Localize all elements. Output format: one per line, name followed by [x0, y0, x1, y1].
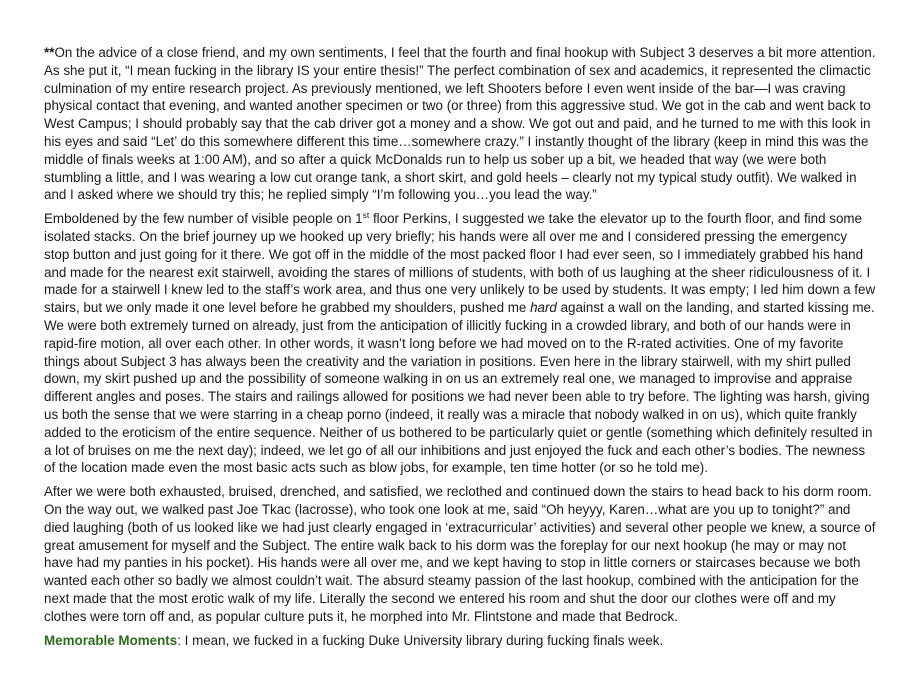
- paragraph-2-text-end: against a wall on the landing, and started kissing me. We were both extremely turned on already, just from the anticipation of illicitly fucking in a crowded library, and both of our hands were in rapid-fire motion, all over each other. In other words, it wasn’t long before we had moved on to the R-rated activities. One of my favorite things about Subject 3 has always been the creativity and the variation in positions. Even here in the library stairwell, with my shirt pulled down, my skirt pushed up and the possibility of someone walking in on us an extremely real one, we managed to improvise and appraise different angles and poses. The stairs and railings allowed for positions we had never been able to try before. The lighting was harsh, giving us both the sense that we were starring in a cheap porno (indeed, it really was a miracle that nobody walked in on us), which quite frankly added to the eroticism of the entire sequence. Neither of us bothered to be particularly quiet or gentle (something which definitely resulted in a lot of bruises on me the next day); indeed, we let go of all our inhibitions and just enjoyed the fuck and each other’s bodies. The newness of the location made even the most basic acts such as blow jobs, for example, ten time hotter (or so he told me).: [44, 300, 875, 476]
- paragraph-3: [44, 483, 876, 625]
- memorable-moments-label: Memorable Moments: [44, 632, 178, 648]
- emphasis-word: hard: [530, 300, 557, 316]
- memorable-moments-text: : I mean, we fucked in a fucking Duke University library during fucking finals week.: [177, 632, 664, 648]
- document-page: [44, 44, 876, 655]
- paragraph-2-text-start: Emboldened by the few number of visible people on 1: [44, 211, 363, 227]
- paragraph-1-text: On the advice of a close friend, and my own sentiments, I feel that the fourth and final hookup with Subject 3 deserves a bit more attention. As she put it, “I mean fucking in the library IS your entire thesis!” The perfect combination of sex and academics, it represented the climactic culmination of my entire research project. As previously mentioned, we left Shooters before I even went inside of the bar—I was craving physical contact that evening, and wanted another specimen or two (or three) from this aggressive stud. We got in the cab and went back to West Campus; I should probably say that the cab driver got a money and a show. We got out and paid, and he turned to me with this look in his eyes and said “Let’ do this somewhere different this time…somewhere crazy.” I instantly thought of the library (keep in mind this was the middle of finals weeks at 1:00 AM), and so after a quick McDonalds run to help us sober up a bit, we headed that way (we were both stumbling a little, and I was wearing a low cut orange tank, a short skirt, and gold heels – clearly not my typical study outfit). We walked in and I asked where we should try this; he replied simply “I’m following you…you lead the way.”: [44, 45, 876, 203]
- paragraph-3-text: After we were both exhausted, bruised, drenched, and satisfied, we reclothed and continued down the stairs to head back to his dorm room. On the way out, we walked past Joe Tkac (lacrosse), who took one look at me, said “Oh heyyy, Karen…what are you up to tonight?” and died laughing (both of us looked like we had just clearly engaged in ‘extracurricular’ activities) and several other people we knew, a source of great amusement for myself and the Subject. The entire walk back to his dorm was the foreplay for our next hookup (he may or may not have had my panties in his pocket). His hands were all over me, and we kept having to stop in little corners or staircases because we both wanted each other so badly we almost couldn’t wait. The absurd steamy passion of the last hookup, combined with the anticipation for the next made that the most erotic walk of my life. Literally the second we entered his room and shut the door our clothes were off and my clothes were torn off and, as popular culture puts it, he morphed into Mr. Flintstone and made that Bedrock.: [44, 484, 876, 624]
- memorable-moments: [44, 632, 876, 650]
- paragraph-2-text-middle: floor Perkins, I suggested we take the elevator up to the fourth floor, and find some isolated stacks. On the brief journey up we hooked up very briefly; his hands were all over me and I considered pressing the emergency stop button and just going for it there. We got off in the middle of the most packed floor I had ever seen, so I immediately grabbed his hand and made for the nearest exit stairwell, avoiding the stares of millions of students, with both of us laughing at the sheer ridiculousness of it. I made for a stairwell I knew led to the staff’s work area, and thus one very unlikely to be used by students. It was empty; I led him down a few stairs, but we only made it one level before he grabbed my shoulders, pushed me: [44, 211, 876, 316]
- paragraph-2: [44, 210, 876, 477]
- asterisk-marker: **: [44, 45, 55, 60]
- paragraph-1: [44, 44, 876, 204]
- ordinal-superscript: st: [362, 210, 370, 221]
